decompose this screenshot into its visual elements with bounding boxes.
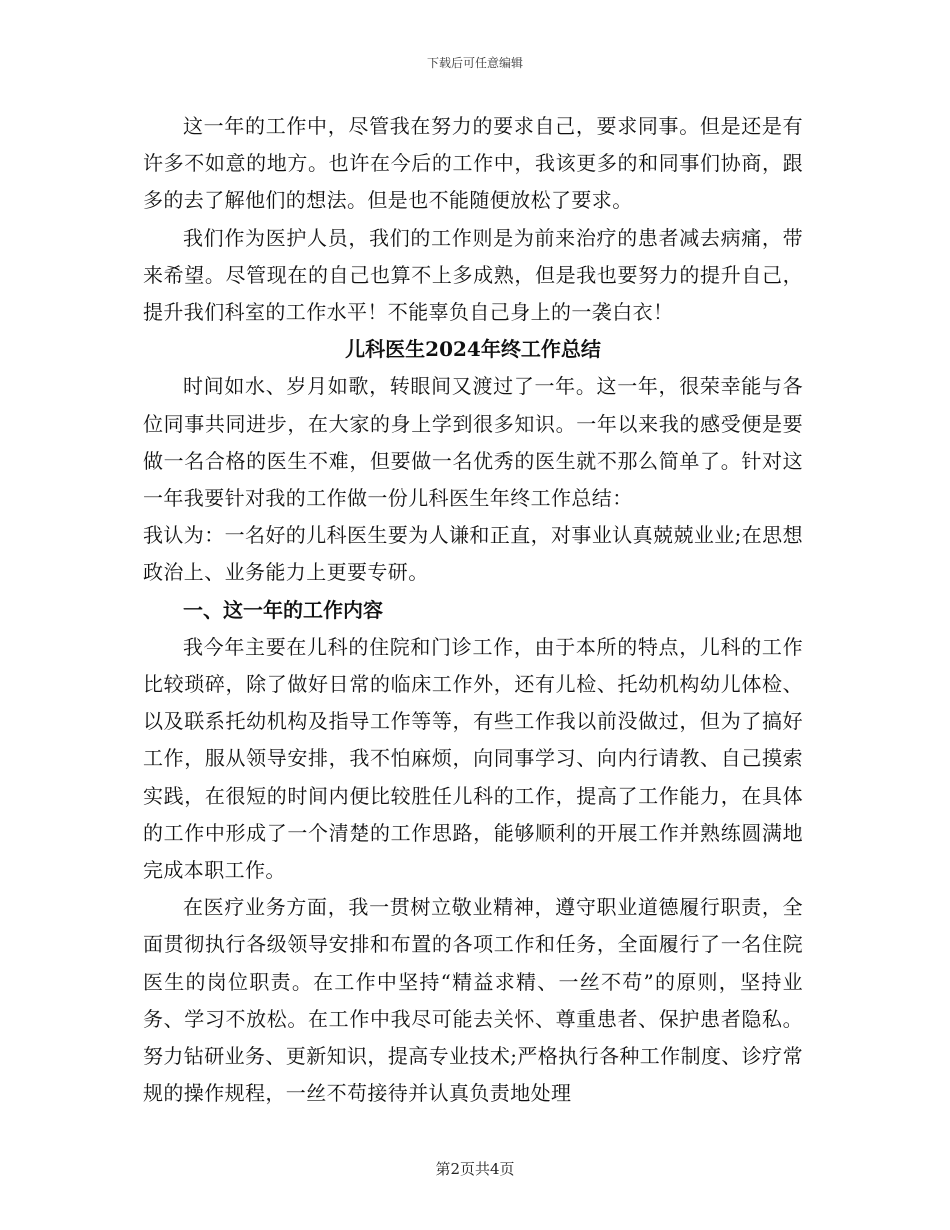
document-body	[143, 108, 803, 1112]
section-heading-1: 一、这一年的工作内容	[183, 597, 383, 622]
paragraph-4: 我认为：一名好的儿科医生要为人谦和正直，对事业认真兢兢业业;在思想政治上、业务能力上更要专研。	[143, 523, 803, 585]
document-title: 儿科医生2024年终工作总结	[345, 337, 601, 362]
paragraph-2: 我们作为医护人员，我们的工作则是为前来治疗的患者减去病痛，带来希望。尽管现在的自己也算不上多成熟，但是我也要努力的提升自己，提升我们科室的工作水平！不能辜负自己身上的一袭白衣！	[143, 225, 803, 325]
page-footer-number: 第2页共4页	[435, 1160, 515, 1178]
page-header-note: 下载后可任意编辑	[426, 56, 523, 70]
paragraph-1: 这一年的工作中，尽管我在努力的要求自己，要求同事。但是还是有许多不如意的地方。也许在今后的工作中，我该更多的和同事们协商，跟多的去了解他们的想法。但是也不能随便放松了要求。	[143, 114, 803, 213]
paragraph-3: 时间如水、岁月如歌，转眼间又渡过了一年。这一年，很荣幸能与各位同事共同进步，在大家的身上学到很多知识。一年以来我的感受便是要做一名合格的医生不难，但要做一名优秀的医生就不那么简单了。针对这一年我要针对我的工作做一份儿科医生年终工作总结：	[143, 374, 803, 511]
paragraph-6: 在医疗业务方面，我一贯树立敬业精神，遵守职业道德履行职责，全面贯彻执行各级领导安排和布置的各项工作和任务，全面履行了一名住院医生的岗位职责。在工作中坚持“精益求精、一丝不苟”的原则，坚持业务、学习不放松。在工作中我尽可能去关怀、尊重患者、保护患者隐私。努力钻研业务、更新知识，提高专业技术;严格执行各种工作制度、诊疗常规的操作规程，一丝不苟接待并认真负责地处理	[143, 895, 803, 1106]
paragraph-5: 我今年主要在儿科的住院和门诊工作，由于本所的特点，儿科的工作比较琐碎，除了做好日常的临床工作外，还有儿检、托幼机构幼儿体检、以及联系托幼机构及指导工作等等，有些工作我以前没做过，但为了搞好工作，服从领导安排，我不怕麻烦，向同事学习、向内行请教、自己摸索实践，在很短的时间内便比较胜任儿科的工作，提高了工作能力，在具体的工作中形成了一个清楚的工作思路，能够顺利的开展工作并熟练圆满地完成本职工作。	[143, 634, 803, 883]
